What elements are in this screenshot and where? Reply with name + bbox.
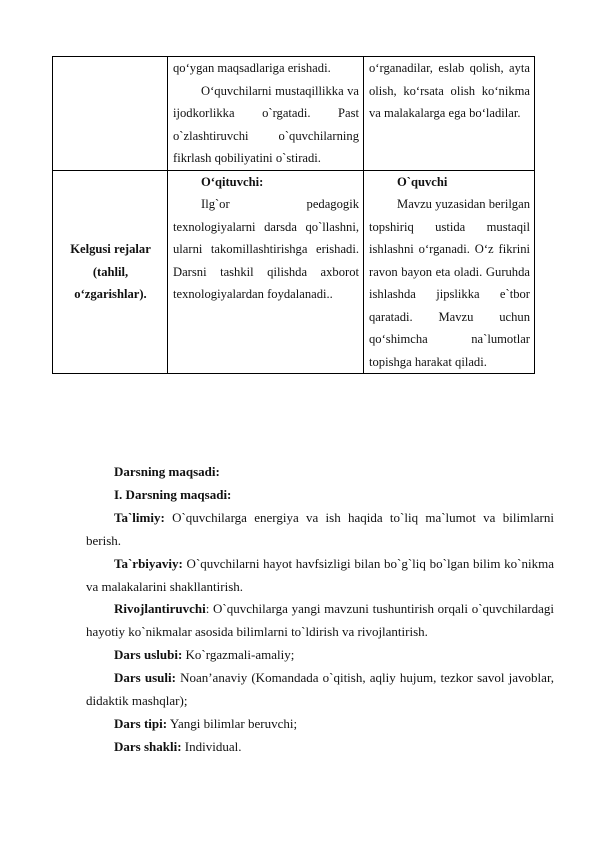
objective-tarbiyaviy xyxy=(86,553,554,599)
section-heading: Darsning maqsadi: xyxy=(114,464,220,479)
table-cell xyxy=(168,170,364,374)
objective-label: Ta`limiy: xyxy=(114,509,165,525)
table-row xyxy=(53,57,535,171)
table-cell-label xyxy=(53,170,168,374)
lesson-objectives xyxy=(86,461,554,759)
objective-text: O`quvchilarni hayot havfsizligi bilan bo`g`liq bo`lgan bilim ko`nikma va malakalarini shakllantirish. xyxy=(86,555,554,594)
field-value: Noan’anaviy (Komandada o`qitish, aqliy hujum, tezkor savol javoblar, didaktik mashqlar); xyxy=(86,670,554,709)
student-heading: O`quvchi xyxy=(397,174,448,189)
field-value: Ko`rgazmali-amaliy; xyxy=(182,647,295,663)
table-cell xyxy=(364,170,535,374)
objective-text: : O`quvchilarga yangi mavzuni tushuntirish orqali o`quvchilardagi hayotiy ko`nikmalar asosida bilimlarni to`ldirish va rivojlantirish. xyxy=(86,601,554,640)
cell-paragraph: O‘quvchilarni mustaqillikka va ijodkorlikka o`rgatadi. Past o`zlashtiruvchi o`quvchilarning fikrlash qobiliyatini o`stiradi. xyxy=(173,83,359,165)
lesson-method xyxy=(86,667,554,713)
cell-text: qo‘ygan maqsadlariga erishadi. xyxy=(173,61,331,75)
objective-label: Ta`rbiyaviy: xyxy=(114,555,183,571)
objective-label: Rivojlantiruvchi xyxy=(114,601,206,617)
lesson-type xyxy=(86,713,554,736)
field-value: Yangi bilimlar beruvchi; xyxy=(167,715,298,731)
field-value: Individual. xyxy=(181,738,242,754)
objective-talimiy xyxy=(86,507,554,553)
lesson-style xyxy=(86,644,554,667)
teacher-heading: O‘qituvchi: xyxy=(201,174,264,189)
field-label: Dars shakli: xyxy=(114,738,182,754)
row-label: Kelgusi rejalar (tahlil, o‘zgarishlar). xyxy=(70,242,151,301)
table-cell xyxy=(364,57,535,171)
field-label: Dars tipi: xyxy=(114,715,168,731)
objective-text: O`quvchilarga energiya va ish haqida to`liq ma`lumot va bilimlarni berish. xyxy=(86,509,554,548)
field-label: Dars uslubi: xyxy=(114,647,183,663)
table-row xyxy=(53,170,535,374)
section-subheading: I. Darsning maqsadi: xyxy=(114,486,232,502)
lesson-plan-table xyxy=(52,56,535,374)
objective-rivojlantiruvchi xyxy=(86,598,554,644)
teacher-text: Ilg`or pedagogik texnologiyalarni darsda qo`llashni, ularni takomillashtirishga erishadi. Darsni tashkil qilishda axborot texnologiyalardan foydalanadi.. xyxy=(173,197,359,301)
table-cell xyxy=(168,57,364,171)
cell-paragraph: o‘rganadilar, eslab qolish, ayta olish, ko‘rsata olish ko‘nikma va malakalarga ega bo‘ladilar. xyxy=(369,61,530,120)
lesson-form xyxy=(86,736,554,759)
field-label: Dars usuli: xyxy=(114,670,176,686)
student-text: Mavzu yuzasidan berilgan topshiriq ustida mustaqil ishlashni o‘rganadi. O‘z fikrini ravon bayon eta oladi. Guruhda ishlashda jipslikka e`tbor qaratadi. Mavzu uchun qo‘shimcha na`lumotlar topishga harakat qiladi. xyxy=(369,197,530,369)
table-cell-empty xyxy=(53,57,168,171)
